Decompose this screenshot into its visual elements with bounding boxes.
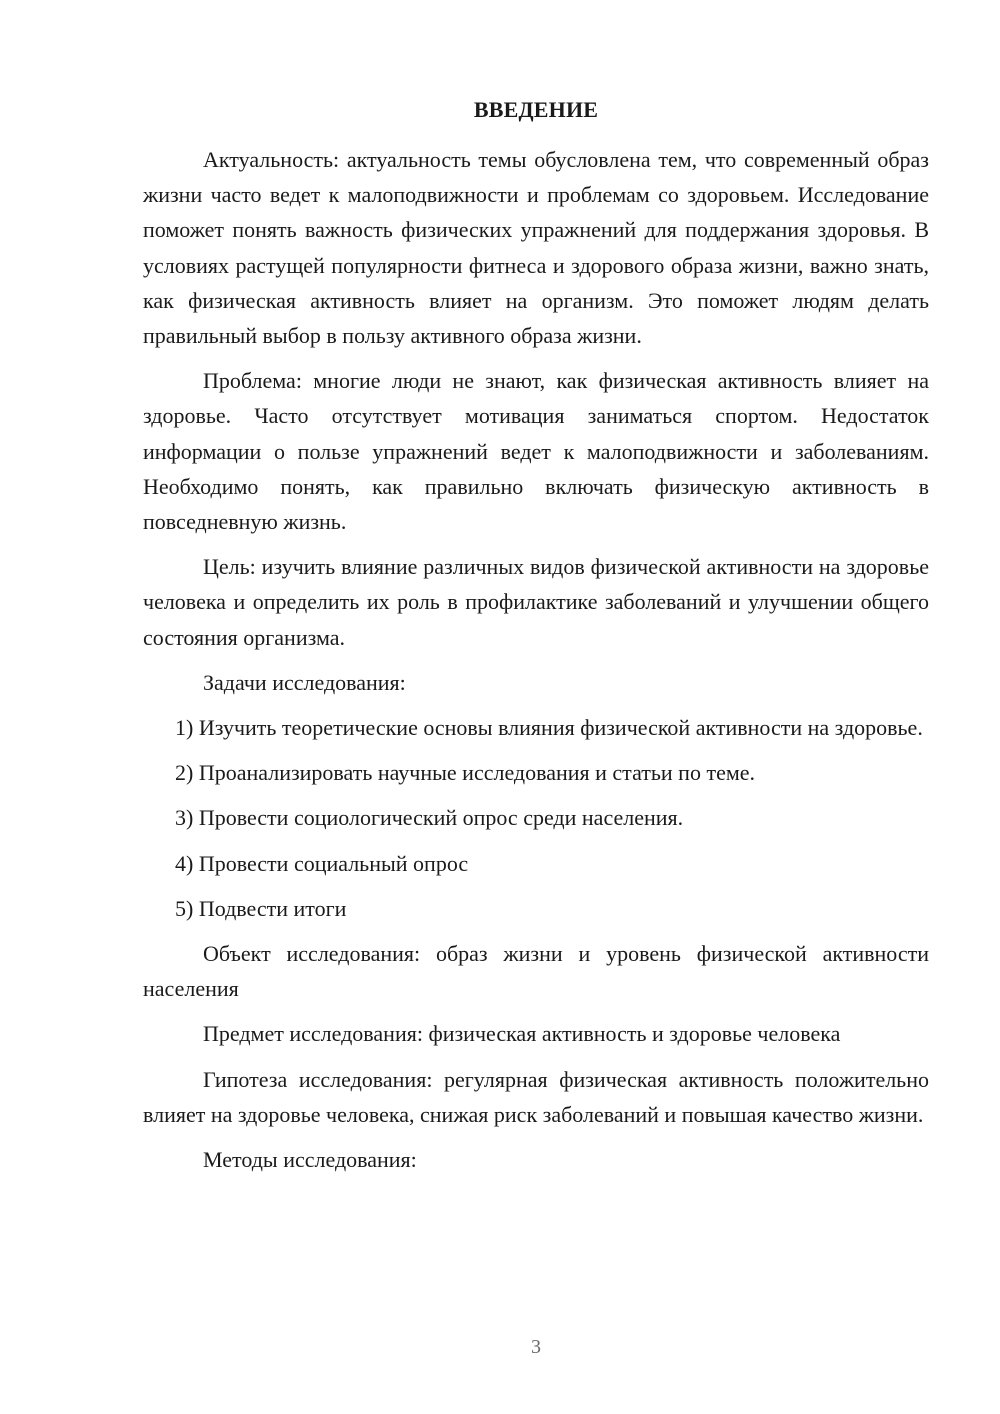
page-title: ВВЕДЕНИЕ (473, 97, 599, 122)
task-item-5: 5) Подвести итоги (175, 895, 347, 921)
paragraph-subject: Предмет исследования: физическая активность и здоровье человека (203, 1021, 841, 1047)
paragraph-goal: Цель: изучить влияние различных видов физической активности на здоровье человека и определить их роль в профилактике заболеваний и улучшении общего состояния организма. (143, 554, 929, 650)
task-item-2: 2) Проанализировать научные исследования и статьи по теме. (175, 760, 756, 786)
task-item-1: 1) Изучить теоретические основы влияния физической активности на здоровье. (175, 715, 923, 741)
paragraph-methods: Методы исследования: (203, 1147, 417, 1173)
page-number: 3 (531, 1336, 541, 1358)
task-item-4: 4) Провести социальный опрос (175, 850, 469, 876)
paragraph-relevance: Актуальность: актуальность темы обусловлена тем, что современный образ жизни часто ведет к малоподвижности и проблемам со здоровьем. Исследование поможет понять важность физических упражнений для поддержания здоровья. В условиях растущей популярности фитнеса и здорового образа жизни, важно знать, как физическая активность влияет на организм. Это поможет людям делать правильный выбор в пользу активного образа жизни. (143, 147, 929, 349)
document-body (143, 142, 929, 1187)
paragraph-hypothesis: Гипотеза исследования: регулярная физическая активность положительно влияет на здоровье человека, снижая риск заболеваний и повышая качество жизни. (143, 1066, 929, 1127)
paragraph-object: Объект исследования: образ жизни и уровень физической активности населения (143, 941, 929, 1002)
paragraph-tasks-heading: Задачи исследования: (203, 669, 406, 695)
task-item-3: 3) Провести социологический опрос среди населения. (175, 805, 684, 831)
paragraph-problem: Проблема: многие люди не знают, как физическая активность влияет на здоровье. Часто отсутствует мотивация заниматься спортом. Недостаток информации о пользе упражнений ведет к малоподвижности и заболеваниям. Необходимо понять, как правильно включать физическую активность в повседневную жизнь. (143, 368, 929, 535)
